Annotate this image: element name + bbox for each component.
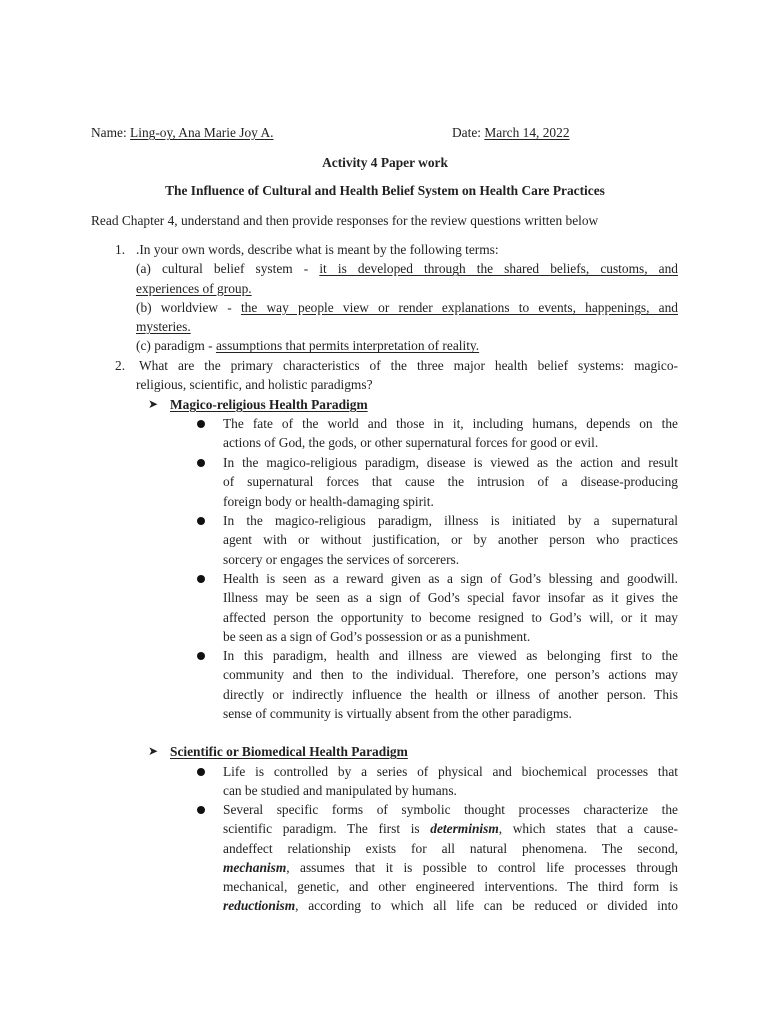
- text-line: sense of community is virtually absent from the other paradigms.: [223, 705, 572, 721]
- q2-block: [136, 356, 678, 395]
- text-fragment: , according to which all life can be reduced or divided into: [295, 898, 678, 914]
- magico-bullet-2: [223, 453, 678, 511]
- magico-bullet-5: [223, 646, 678, 723]
- text-line: Life is controlled by a series of physical and biochemical processes that: [223, 764, 678, 779]
- text-line: community and then to the individual. Therefore, one person’s actions may: [223, 667, 678, 683]
- text-fragment: , assumes that it is possible to control life processes through: [286, 859, 678, 875]
- q1-a-line1: [136, 259, 678, 278]
- text-line: [223, 896, 678, 915]
- q1-b-line1: [136, 298, 678, 317]
- q1-number: 1.: [115, 242, 126, 257]
- text-line: affected person the opportunity to become resigned to God’s will, or it may: [223, 609, 678, 625]
- text-line: In the magico-religious paradigm, illness is initiated by a supernatural: [223, 513, 678, 528]
- scientific-bullet-2: [223, 800, 678, 916]
- q1-c-line: [136, 336, 678, 355]
- q1-a-answer-2: experiences of group.: [136, 280, 252, 296]
- q2-number: 2.: [115, 358, 126, 373]
- q1-b-line2: [136, 317, 678, 336]
- text-fragment: , which states that a cause-: [498, 821, 679, 837]
- bullet-dot-icon: [197, 652, 205, 660]
- q1-b-answer-2: mysteries.: [136, 319, 191, 335]
- scientific-bullet-1: [223, 762, 678, 801]
- name-line: [91, 123, 273, 142]
- text-line: Health is seen as a reward given as a sign of God’s blessing and goodwill.: [223, 571, 678, 586]
- text-line: In the magico-religious paradigm, disease is viewed as the action and result: [223, 455, 678, 470]
- magico-bullet-4: [223, 569, 678, 646]
- arrow-bullet-icon: ➤: [148, 744, 159, 758]
- text-line: foreign body or health-damaging spirit.: [223, 493, 434, 509]
- text-line: agent with or without justification, or by another person who practices: [223, 532, 678, 548]
- q1-a-line2: [136, 279, 678, 298]
- name-label: Name:: [91, 125, 131, 140]
- text-line: [223, 858, 678, 877]
- document-subtitle: The Influence of Cultural and Health Belief System on Health Care Practices: [165, 183, 605, 198]
- text-line: can be studied and manipulated by humans.: [223, 783, 457, 799]
- q1-b-label: (b) worldview -: [136, 299, 241, 315]
- key-term: mechanism: [223, 859, 287, 875]
- text-line: sorcery or engages the services of sorcerers.: [223, 551, 460, 567]
- q2-prompt-1: What are the primary characteristics of the three major health belief systems: magico-: [139, 358, 678, 373]
- text-line: actions of God, the gods, or other supernatural forces for good or evil.: [223, 435, 599, 451]
- magico-heading: Magico-religious Health Paradigm: [170, 397, 368, 412]
- name-value: Ling-oy, Ana Marie Joy A.: [130, 125, 274, 140]
- text-line: Several specific forms of symbolic thought processes characterize the: [223, 802, 678, 817]
- text-line: andeffect relationship exists for all natural phenomena. The second,: [223, 840, 678, 856]
- text-line: directly or indirectly influence the health or illness of another person. This: [223, 686, 678, 702]
- key-term: reductionism: [223, 898, 296, 914]
- text-line: mechanical, genetic, and other engineered interventions. The third form is: [223, 879, 678, 895]
- q1-a-answer-1: it is developed through the shared beliefs, customs, and: [319, 261, 678, 277]
- text-line: be seen as a sign of God’s possession or as a punishment.: [223, 628, 531, 644]
- q1-prompt: .In your own words, describe what is meant by the following terms:: [136, 242, 499, 257]
- bullet-dot-icon: [197, 768, 205, 776]
- text-line: Illness may be seen as a sign of God’s special favor insofar as it gives the: [223, 590, 678, 606]
- magico-bullet-3: [223, 511, 678, 569]
- text-fragment: scientific paradigm. The first is: [223, 821, 431, 837]
- scientific-heading: Scientific or Biomedical Health Paradigm: [170, 744, 408, 759]
- bullet-dot-icon: [197, 806, 205, 814]
- arrow-bullet-icon: ➤: [148, 397, 159, 411]
- date-value: March 14, 2022: [484, 125, 570, 140]
- text-line: In this paradigm, health and illness are viewed as belonging first to the: [223, 648, 678, 663]
- magico-bullet-1: [223, 414, 678, 453]
- date-label: Date:: [452, 125, 485, 140]
- document-title: Activity 4 Paper work: [322, 155, 448, 170]
- text-line: of supernatural forces that cause the intrusion of a disease-producing: [223, 474, 678, 490]
- q1-block: [136, 240, 678, 356]
- bullet-dot-icon: [197, 459, 205, 467]
- q1-a-label: (a) cultural belief system -: [136, 261, 320, 277]
- text-line: [223, 819, 678, 838]
- q2-prompt-2: religious, scientific, and holistic paradigms?: [136, 377, 373, 393]
- q1-c-answer: assumptions that permits interpretation of reality.: [215, 338, 480, 354]
- text-line: The fate of the world and those in it, including humans, depends on the: [223, 416, 678, 431]
- date-line: [452, 123, 570, 142]
- bullet-dot-icon: [197, 575, 205, 583]
- bullet-dot-icon: [197, 420, 205, 428]
- key-term: determinism: [430, 821, 499, 837]
- bullet-dot-icon: [197, 517, 205, 525]
- instructions: Read Chapter 4, understand and then provide responses for the review questions written below: [91, 213, 599, 228]
- q1-c-label: (c) paradigm -: [136, 338, 216, 354]
- q1-b-answer-1: the way people view or render explanations to events, happenings, and: [240, 299, 679, 315]
